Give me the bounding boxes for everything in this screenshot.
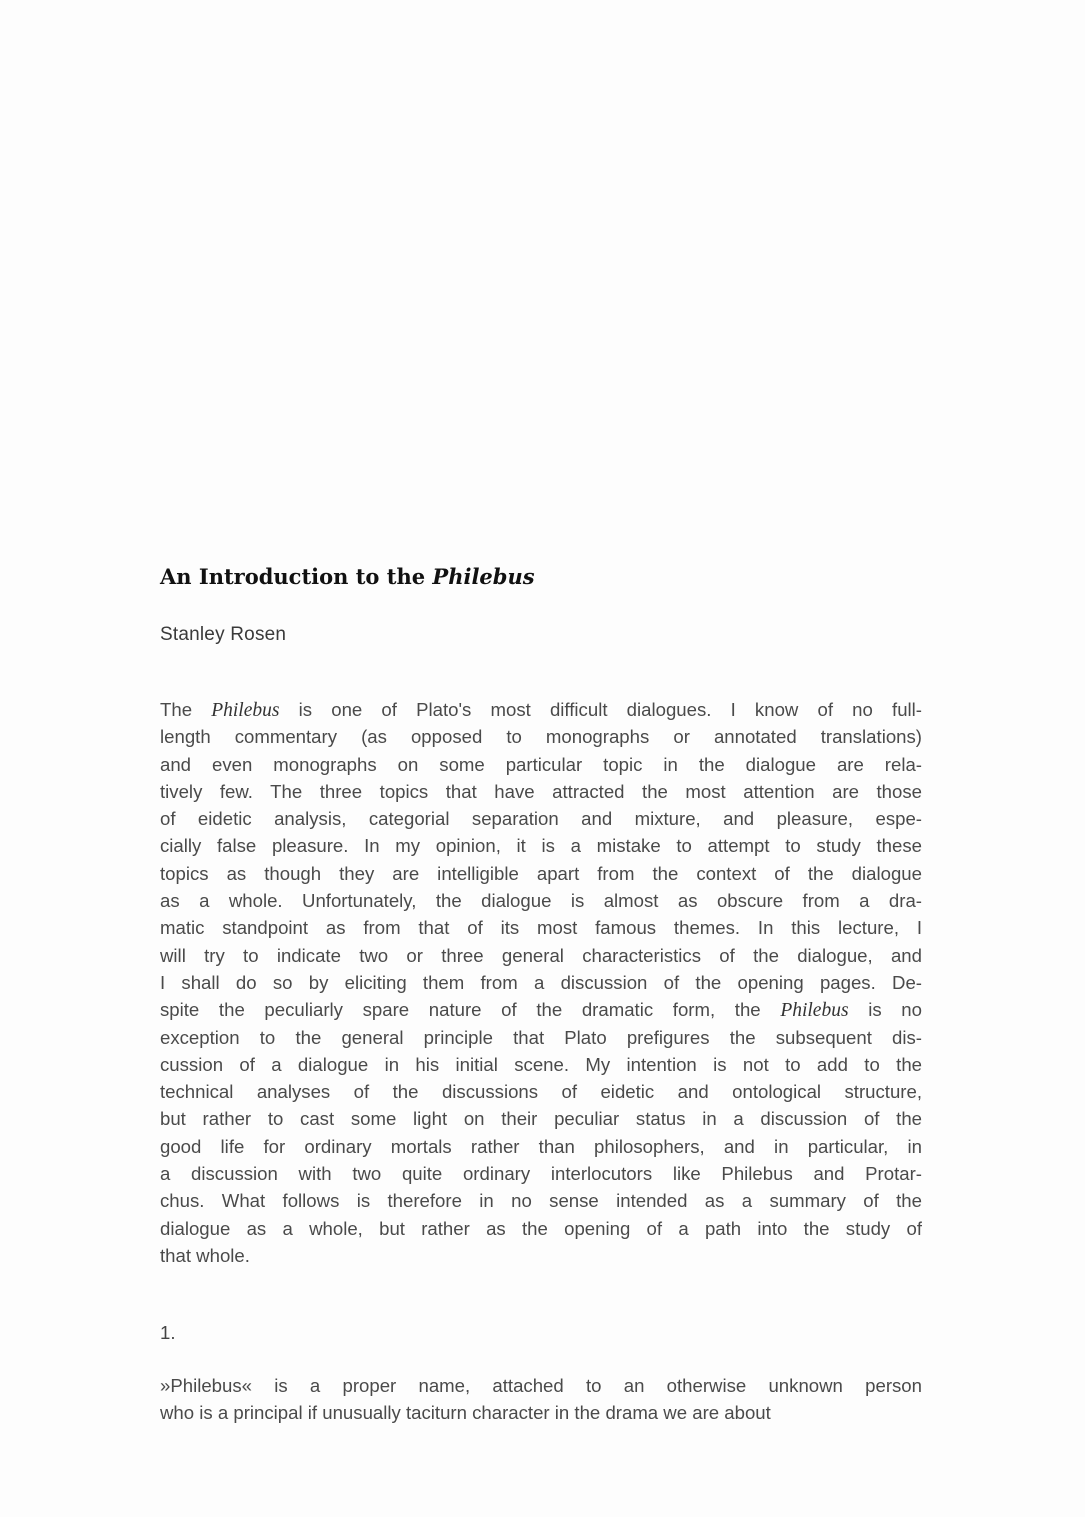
text-run: »Philebus« is a proper name, attached to an otherwise unknown person	[160, 1375, 922, 1396]
text-line	[160, 914, 922, 941]
text-line	[160, 778, 922, 805]
italic-title-run: Philebus	[780, 1000, 849, 1022]
text-run: I shall do so by eliciting them from a discussion of the opening pages. De-	[160, 971, 922, 993]
text-run: The	[160, 699, 212, 720]
text-line	[160, 1133, 922, 1160]
text-line	[160, 1187, 922, 1214]
article-title	[160, 563, 535, 591]
text-run: will try to indicate two or three general characteristics of the dialogue, and	[160, 944, 922, 966]
italic-title-run: Philebus	[211, 700, 280, 721]
title-prefix: An Introduction to the	[160, 564, 433, 589]
text-run: is one of Plato's most difficult dialogues. I know of no full-	[279, 699, 922, 720]
text-run: as a whole. Unfortunately, the dialogue is almost as obscure from a dra-	[160, 890, 922, 912]
text-run: good life for ordinary mortals rather than philosophers, and in particular, in	[160, 1135, 922, 1157]
text-run: technical analyses of the discussions of eidetic and ontological structure,	[160, 1081, 922, 1103]
text-run: a discussion with two quite ordinary interlocutors like Philebus and Protar-	[160, 1163, 922, 1185]
text-run: dialogue as a whole, but rather as the opening of a path into the study of	[160, 1217, 922, 1239]
text-line	[160, 723, 922, 750]
author-name: Stanley Rosen	[160, 624, 287, 645]
text-run: but rather to cast some light on their peculiar status in a discussion of the	[160, 1108, 922, 1130]
text-line	[160, 1399, 922, 1426]
text-line	[160, 805, 922, 832]
section-number: 1.	[160, 1322, 176, 1343]
text-run: who is a principal if unusually taciturn character in the drama we are about	[160, 1402, 771, 1424]
text-run: is no	[848, 999, 922, 1021]
text-line	[160, 1372, 922, 1399]
text-run: exception to the general principle that Plato prefigures the subsequent dis-	[160, 1026, 922, 1048]
text-run: chus. What follows is therefore in no sense intended as a summary of the	[160, 1190, 922, 1212]
text-run: of eidetic analysis, categorial separation and mixture, and pleasure, espe-	[160, 808, 922, 830]
text-line	[160, 887, 922, 914]
text-line	[160, 1105, 922, 1132]
text-line	[160, 1078, 922, 1105]
text-run: length commentary (as opposed to monographs or annotated translations)	[160, 726, 922, 748]
text-line	[160, 1051, 922, 1078]
text-line	[160, 751, 922, 778]
text-line	[160, 860, 922, 887]
text-line	[160, 1160, 922, 1187]
text-run: cussion of a dialogue in his initial scene. My intention is not to add to the	[160, 1053, 922, 1075]
text-line	[160, 1242, 922, 1269]
text-run: tively few. The three topics that have attracted the most attention are those	[160, 780, 922, 802]
text-line	[160, 1215, 922, 1242]
title-italic: Philebus	[432, 564, 535, 589]
text-run: topics as though they are intelligible apart from the context of the dialogue	[160, 862, 922, 884]
text-line	[160, 1024, 922, 1051]
text-line	[160, 996, 922, 1023]
text-run: matic standpoint as from that of its most famous themes. In this lecture, I	[160, 917, 922, 939]
text-run: and even monographs on some particular topic in the dialogue are rela-	[160, 753, 922, 775]
text-run: that whole.	[160, 1244, 250, 1266]
text-run: spite the peculiarly spare nature of the dramatic form, the	[160, 999, 781, 1021]
text-line	[160, 696, 922, 723]
text-line	[160, 832, 922, 859]
text-run: cially false pleasure. In my opinion, it is a mistake to attempt to study these	[160, 835, 922, 857]
section-1-paragraph	[160, 1372, 922, 1427]
text-line	[160, 942, 922, 969]
text-line	[160, 969, 922, 996]
intro-paragraph	[160, 696, 922, 1269]
